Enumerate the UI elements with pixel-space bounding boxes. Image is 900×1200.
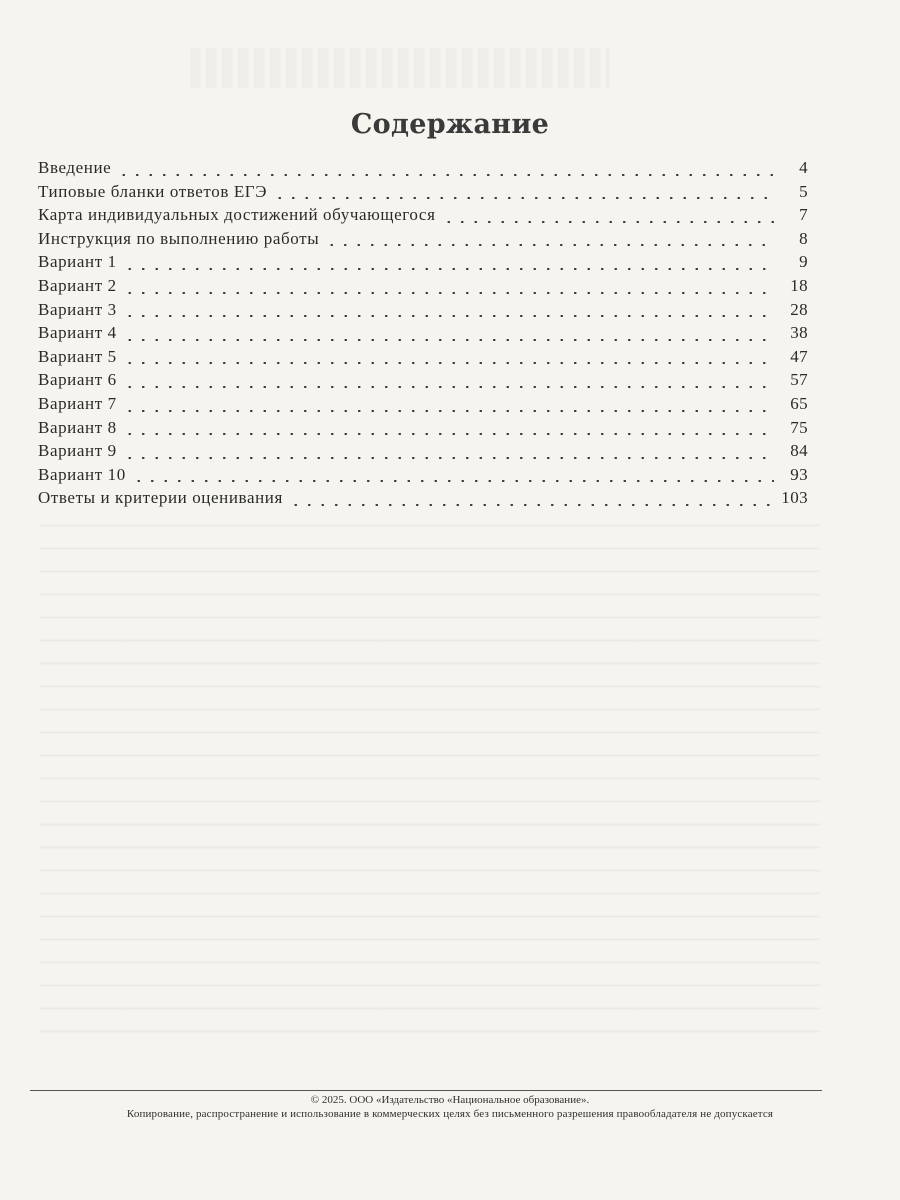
toc-entry — [38, 252, 808, 276]
dot-leader — [123, 410, 774, 412]
copyright-line: © 2025. ООО «Издательство «Национальное образование». — [310, 1094, 590, 1106]
toc-entry — [38, 394, 808, 418]
toc-entry — [38, 488, 808, 512]
dot-leader — [123, 457, 774, 459]
toc-entry — [38, 347, 808, 371]
dot-leader — [442, 221, 775, 223]
toc-entry — [38, 370, 808, 394]
toc-entry-title: Вариант 1 — [38, 252, 117, 272]
toc-entry-title: Карта индивидуальных достижений обучающегося — [38, 205, 436, 225]
toc-entry-title: Вариант 2 — [38, 275, 117, 295]
toc-entry-page: 57 — [790, 370, 808, 390]
dot-leader — [123, 386, 774, 388]
toc-entry-page: 65 — [790, 393, 808, 413]
dot-leader — [123, 292, 774, 294]
toc-entry — [38, 276, 808, 300]
toc-entry — [38, 441, 808, 465]
dot-leader — [273, 197, 774, 199]
dot-leader — [132, 480, 774, 482]
toc-entry — [38, 205, 808, 229]
toc-entry-title: Инструкция по выполнению работы — [38, 228, 320, 248]
toc-entry-page: 103 — [781, 488, 808, 508]
toc-entry-page: 18 — [790, 275, 808, 295]
toc-entry-title: Вариант 10 — [38, 464, 126, 484]
toc-entry-title: Вариант 5 — [38, 346, 117, 366]
dot-leader — [123, 315, 774, 317]
toc-entry-page: 4 — [799, 158, 808, 177]
toc-entry-title: Вариант 3 — [38, 299, 117, 319]
toc-entry-page: 93 — [790, 464, 808, 484]
show-through-text — [40, 510, 820, 1050]
dot-leader — [123, 339, 774, 341]
dot-leader — [123, 268, 774, 270]
toc-entry-page: 47 — [790, 346, 808, 366]
copyright-notice: Копирование, распространение и использование в коммерческих целях без письменного разрешения правообладателя не допускается — [126, 1108, 774, 1120]
toc-entry-page: 7 — [799, 205, 808, 225]
toc-entry — [38, 300, 808, 324]
dot-leader — [325, 244, 774, 246]
toc-entry-page: 8 — [799, 228, 808, 248]
toc-entry-page: 84 — [790, 441, 808, 461]
toc-entry-title: Типовые бланки ответов ЕГЭ — [38, 181, 268, 201]
toc-entry-page: 9 — [799, 252, 808, 272]
toc-entry — [38, 465, 808, 489]
toc-entry — [38, 158, 808, 182]
dot-leader — [289, 504, 774, 506]
toc-entry — [38, 182, 808, 206]
toc-entry — [38, 418, 808, 442]
toc-entry-title: Вариант 6 — [38, 370, 117, 390]
toc-entry-title: Вариант 8 — [38, 417, 117, 437]
table-of-contents — [38, 158, 808, 512]
toc-entry — [38, 323, 808, 347]
toc-entry-page: 5 — [799, 181, 808, 201]
dot-leader — [117, 174, 774, 176]
toc-entry-title: Вариант 9 — [38, 441, 117, 461]
footer-divider — [30, 1090, 822, 1091]
toc-entry-title: Введение — [38, 158, 112, 177]
page-title: Содержание — [350, 109, 550, 140]
toc-entry-page: 28 — [790, 299, 808, 319]
toc-entry — [38, 229, 808, 253]
toc-entry-page: 38 — [790, 323, 808, 343]
show-through-header — [190, 48, 610, 88]
toc-entry-title: Вариант 4 — [38, 323, 117, 343]
toc-entry-title: Ответы и критерии оценивания — [38, 488, 283, 508]
dot-leader — [123, 433, 774, 435]
toc-entry-title: Вариант 7 — [38, 393, 117, 413]
dot-leader — [123, 362, 774, 364]
toc-entry-page: 75 — [790, 417, 808, 437]
